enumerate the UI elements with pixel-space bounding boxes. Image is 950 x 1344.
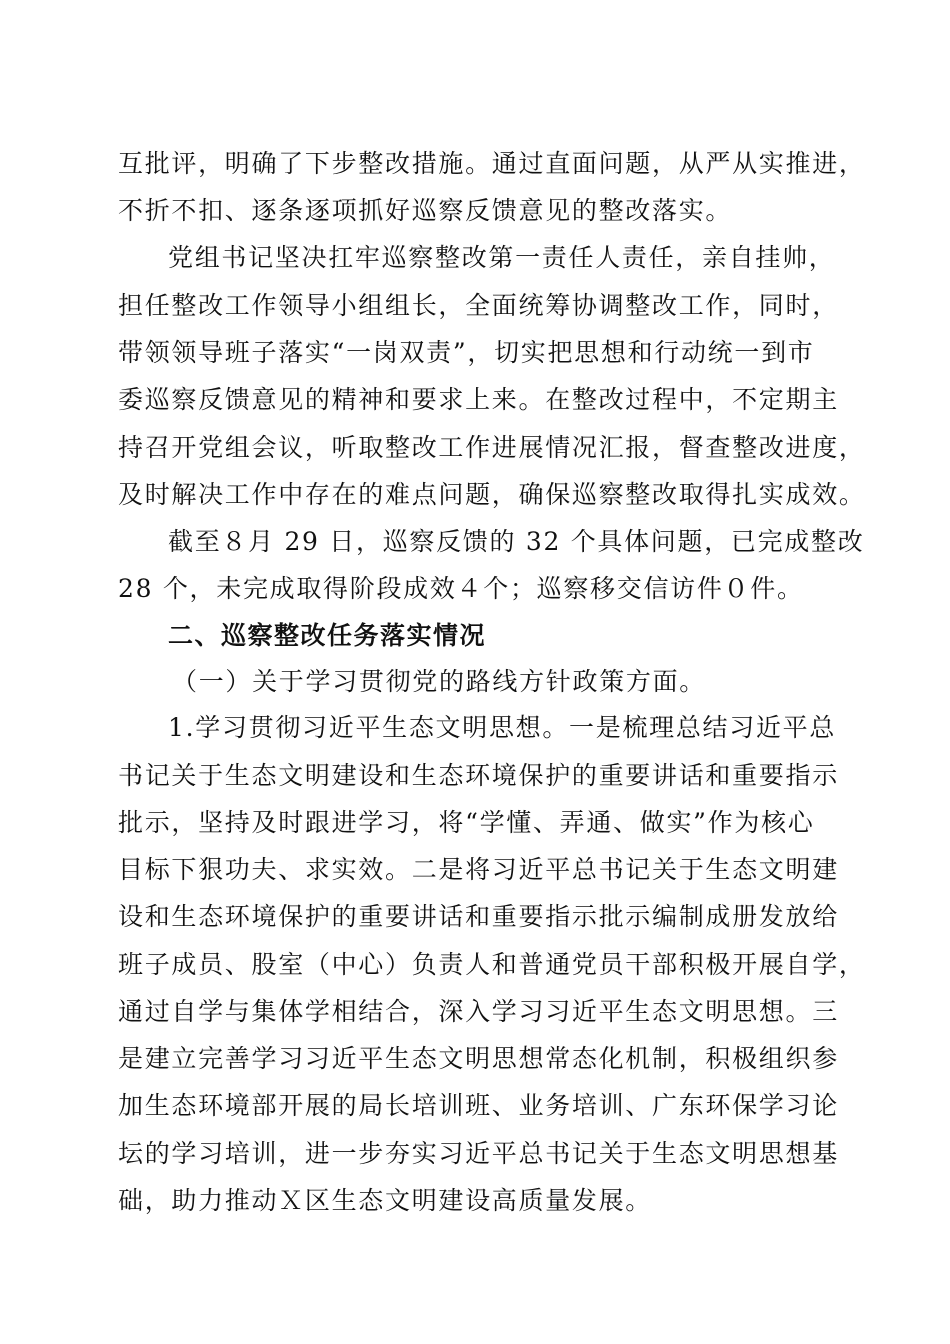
text-line-15: 批示，坚持及时跟进学习，将“学懂、弄通、做实”作为核心 (118, 808, 815, 837)
section-heading: 二、巡察整改任务落实情况 (168, 621, 487, 650)
text-line-16: 目标下狠功夫、求实效。二是将习近平总书记关于生态文明建 (118, 855, 839, 884)
text-line-22: 坛的学习培训，进一步夯实习近平总书记关于生态文明思想基 (118, 1139, 839, 1168)
text-line-19: 通过自学与集体学相结合，深入学习习近平生态文明思想。三 (118, 997, 839, 1026)
text-line-3: 党组书记坚决扛牢巡察整改第一责任人责任，亲自挂帅， (168, 243, 836, 272)
text-line-5: 带领领导班子落实“一岗双责”，切实把思想和行动统一到市 (118, 338, 815, 367)
text-line-10: 28 个，未完成取得阶段成效４个；巡察移交信访件０件。 (118, 574, 804, 603)
text-line-7: 持召开党组会议，听取整改工作进展情况汇报，督查整改进度， (118, 433, 866, 462)
text-line-13: 1.学习贯彻习近平生态文明思想。一是梳理总结习近平总 (168, 713, 837, 742)
text-line-23: 础，助力推动Ｘ区生态文明建设高质量发展。 (118, 1186, 653, 1215)
text-line-21: 加生态环境部开展的局长培训班、业务培训、广东环保学习论 (118, 1091, 839, 1120)
text-line-20: 是建立完善学习习近平生态文明思想常态化机制，积极组织参 (118, 1044, 839, 1073)
text-line-9: 截至８月 29 日，巡察反馈的 32 个具体问题，已完成整改 (168, 527, 865, 556)
text-line-18: 班子成员、股室（中心）负责人和普通党员干部积极开展自学， (118, 950, 866, 979)
text-line-8: 及时解决工作中存在的难点问题，确保巡察整改取得扎实成效。 (118, 480, 866, 509)
text-line-14: 书记关于生态文明建设和生态环境保护的重要讲话和重要指示 (118, 761, 839, 790)
text-line-6: 委巡察反馈意见的精神和要求上来。在整改过程中，不定期主 (118, 385, 839, 414)
text-line-17: 设和生态环境保护的重要讲话和重要指示批示编制成册发放给 (118, 902, 839, 931)
text-line-2: 不折不扣、逐条逐项抓好巡察反馈意见的整改落实。 (118, 196, 733, 225)
text-line-4: 担任整改工作领导小组组长，全面统筹协调整改工作，同时， (118, 291, 839, 320)
text-line-1: 互批评，明确了下步整改措施。通过直面问题，从严从实推进， (118, 149, 866, 178)
subsection-heading: （一）关于学习贯彻党的路线方针政策方面。 (172, 667, 707, 696)
